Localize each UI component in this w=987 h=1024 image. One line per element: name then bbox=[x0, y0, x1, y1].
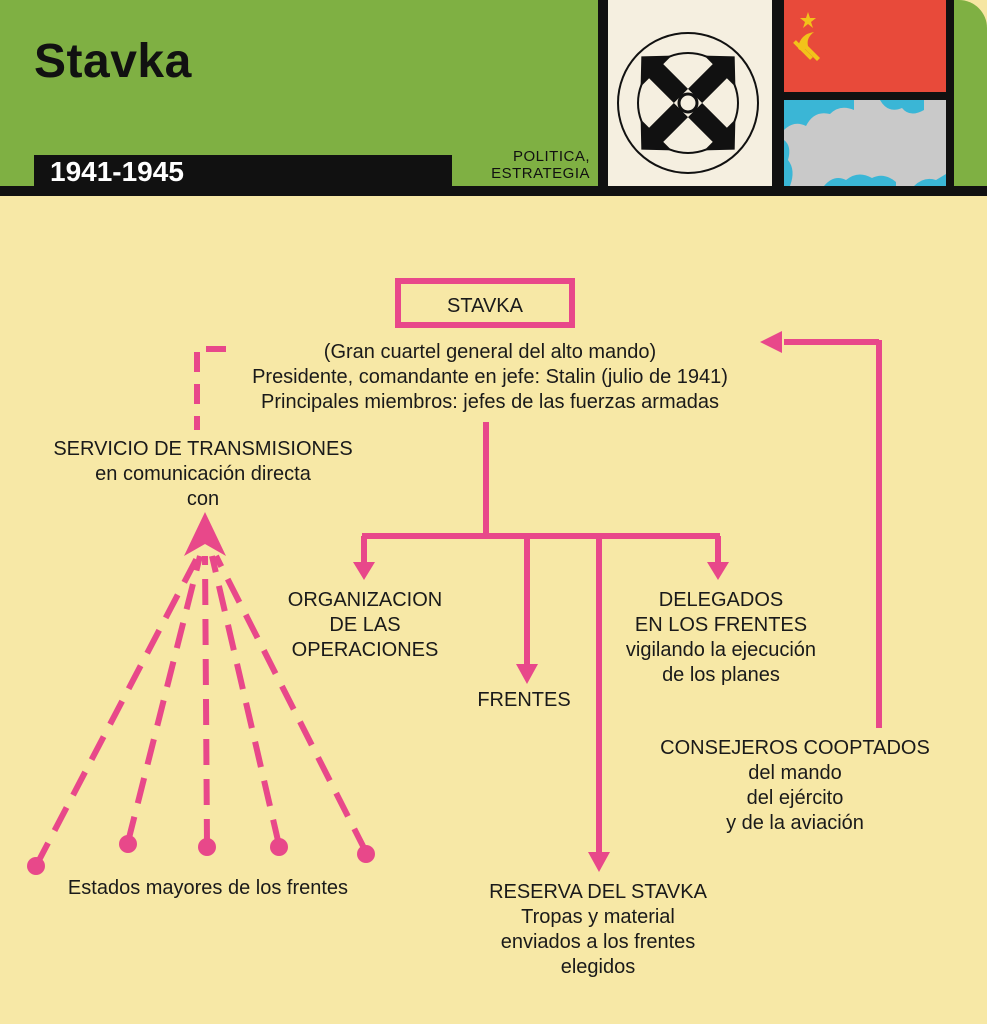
fan-line-3 bbox=[205, 556, 207, 845]
years-label: 1941-1945 bbox=[50, 156, 184, 187]
consejeros-line-3: del ejército bbox=[746, 787, 844, 809]
transmisiones-line-1: SERVICIO DE TRANSMISIONES bbox=[53, 438, 353, 460]
consejeros-line-2: del mando bbox=[748, 762, 842, 784]
reserva-node bbox=[452, 880, 744, 980]
fan-line-1 bbox=[36, 556, 198, 866]
fan-dot-2 bbox=[119, 835, 137, 853]
stavka-line-2: Presidente, comandante en jefe: Stalin (julio de 1941) bbox=[252, 366, 728, 388]
category-line-2: ESTRATEGIA bbox=[491, 165, 590, 182]
stavka-description bbox=[190, 340, 790, 415]
organizacion-line-2: DE LAS bbox=[329, 614, 401, 636]
consejeros-node bbox=[628, 736, 962, 836]
transmisiones-node bbox=[20, 437, 386, 512]
arrowhead-reserva bbox=[588, 852, 610, 872]
fan-dot-1 bbox=[27, 857, 45, 875]
reserva-line-3: enviados a los frentes bbox=[500, 931, 696, 953]
organizacion-line-1: ORGANIZACION bbox=[287, 589, 443, 611]
reserva-line-4: elegidos bbox=[560, 956, 636, 978]
fan-dot-3 bbox=[198, 838, 216, 856]
consejeros-line-4: y de la aviación bbox=[726, 812, 864, 834]
delegados-line-2: EN LOS FRENTES bbox=[634, 614, 808, 636]
delegados-node bbox=[598, 588, 844, 688]
arrowhead-frentes bbox=[516, 664, 538, 684]
reserva-line-2: Tropas y material bbox=[521, 906, 675, 928]
frentes-node: FRENTES bbox=[477, 689, 571, 711]
delegados-line-4: de los planes bbox=[662, 664, 780, 686]
consejeros-line-1: CONSEJEROS COOPTADOS bbox=[660, 737, 930, 759]
arrowhead-organizacion bbox=[353, 562, 375, 580]
organizacion-node bbox=[260, 588, 470, 663]
estados-mayores-node: Estados mayores de los frentes bbox=[67, 877, 349, 899]
transmisiones-line-3: con bbox=[186, 488, 220, 510]
arrowhead-delegados bbox=[707, 562, 729, 580]
delegados-line-3: vigilando la ejecución bbox=[625, 639, 817, 661]
fan-dot-4 bbox=[270, 838, 288, 856]
stavka-box-label: STAVKA bbox=[447, 295, 523, 317]
category-line-1: POLITICA, bbox=[512, 148, 590, 165]
delegados-line-1: DELEGADOS bbox=[658, 589, 784, 611]
arrowhead-transmisiones bbox=[184, 512, 226, 556]
card-title: Stavka bbox=[34, 35, 192, 88]
fan-line-2 bbox=[128, 556, 200, 842]
fan-dot-5 bbox=[357, 845, 375, 863]
transmisiones-line-2: en comunicación directa bbox=[95, 463, 311, 485]
reserva-line-1: RESERVA DEL STAVKA bbox=[489, 881, 707, 903]
organizacion-line-3: OPERACIONES bbox=[291, 639, 439, 661]
stavka-line-1: (Gran cuartel general del alto mando) bbox=[323, 341, 657, 363]
stavka-line-3: Principales miembros: jefes de las fuerzas armadas bbox=[261, 391, 719, 413]
